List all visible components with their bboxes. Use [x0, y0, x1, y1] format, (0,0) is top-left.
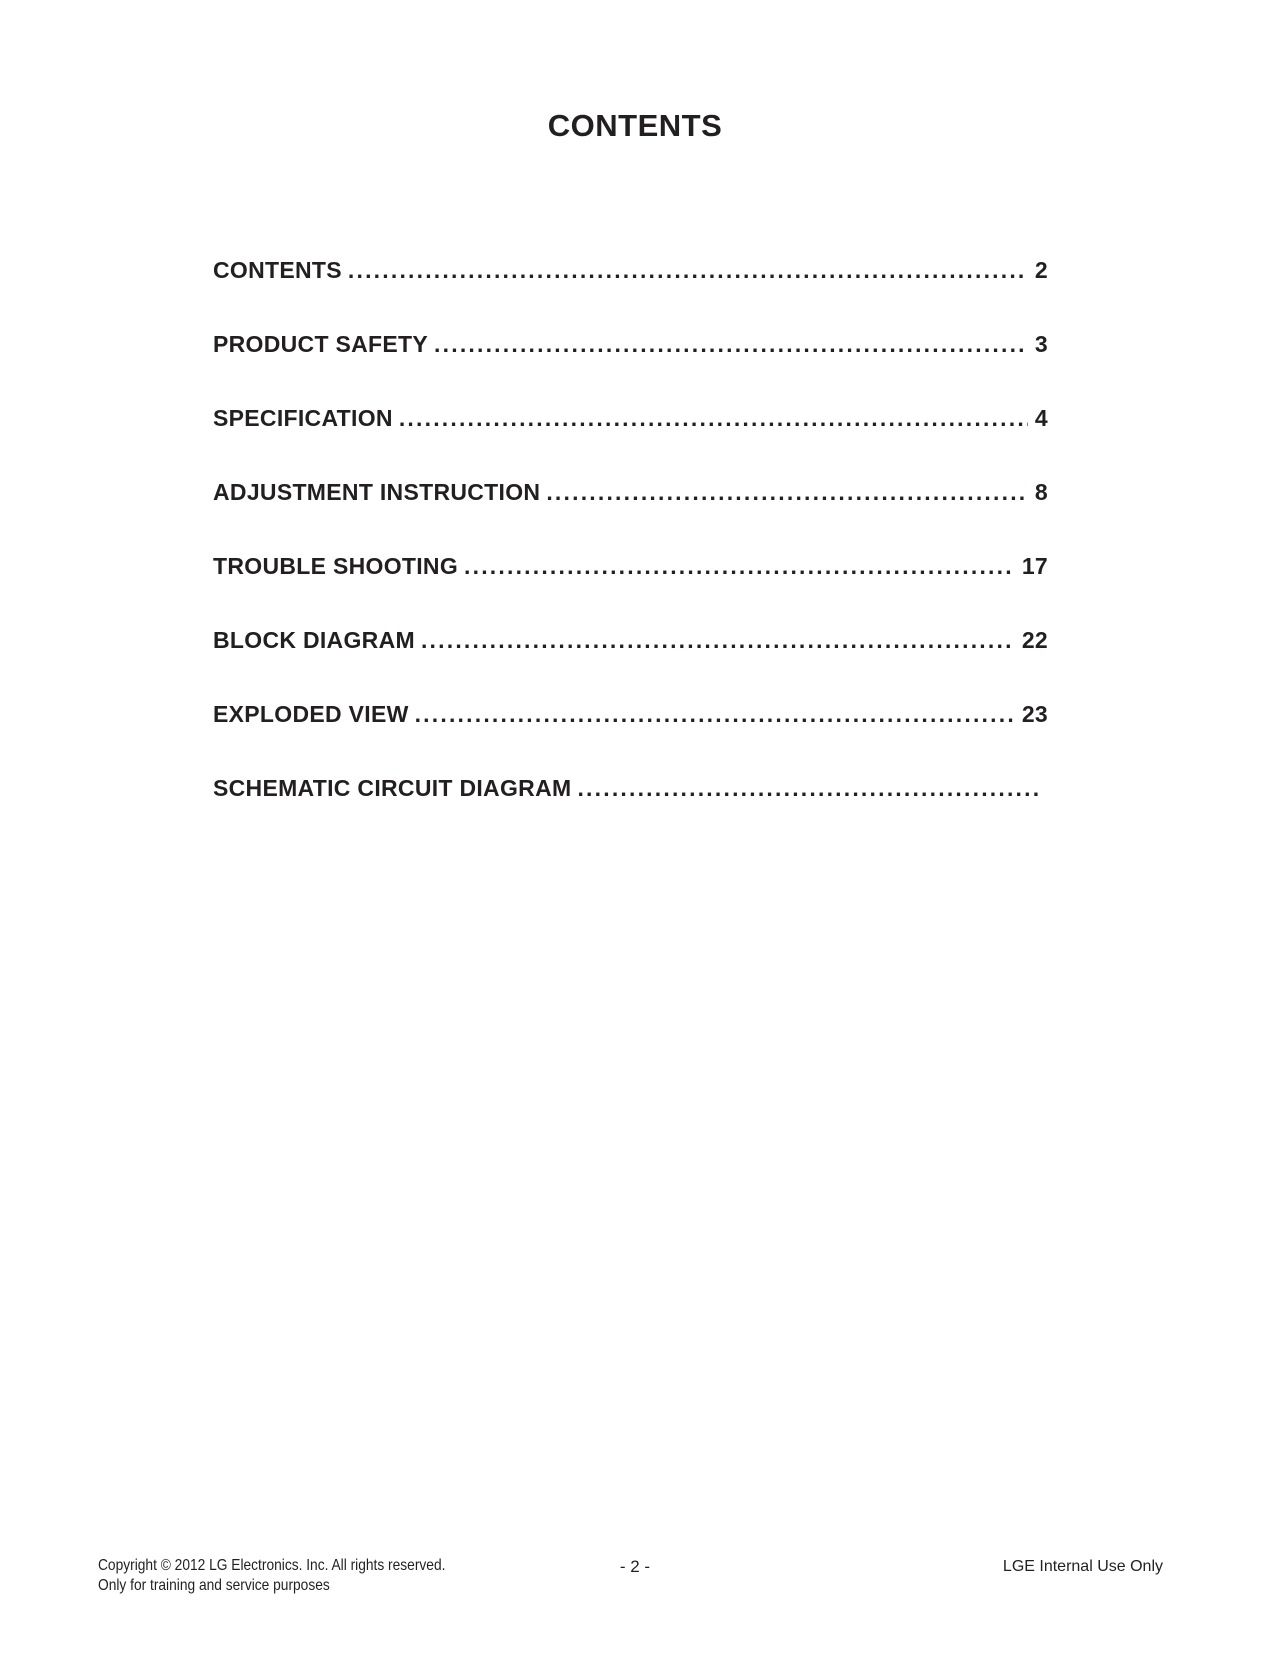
toc-entry-label: CONTENTS — [213, 257, 342, 283]
toc-entry-page-number: 22 — [1021, 627, 1048, 653]
toc-entry-page-number: 4 — [1034, 405, 1048, 431]
toc-entry-block-diagram — [213, 628, 1048, 652]
toc-entry-contents — [213, 258, 1048, 282]
toc-entry-page-number: 8 — [1034, 479, 1048, 505]
dot-leader — [434, 332, 1028, 356]
footer-copyright-line2: Only for training and service purposes — [98, 1577, 330, 1594]
toc-entry-product-safety — [213, 332, 1048, 356]
toc-entry-label: SCHEMATIC CIRCUIT DIAGRAM — [213, 775, 572, 801]
footer-page-number: - 2 - — [619, 1557, 651, 1576]
toc-entry-adjustment-instruction — [213, 480, 1048, 504]
toc-entry-page-number: 3 — [1034, 331, 1048, 357]
dot-leader — [348, 258, 1028, 282]
dot-leader — [546, 480, 1028, 504]
toc-entry-label: TROUBLE SHOOTING — [213, 553, 459, 579]
toc-entry-label: BLOCK DIAGRAM — [213, 627, 415, 653]
toc-entry-specification — [213, 406, 1048, 430]
toc-entry-label: EXPLODED VIEW — [213, 701, 409, 727]
toc-entry-label: SPECIFICATION — [213, 405, 393, 431]
toc-entry-label: ADJUSTMENT INSTRUCTION — [213, 479, 541, 505]
dot-leader — [577, 776, 1041, 800]
toc-entry-page-number: 23 — [1021, 701, 1048, 727]
toc-entry-exploded-view — [213, 702, 1048, 726]
table-of-contents — [213, 258, 1048, 850]
dot-leader — [399, 406, 1028, 430]
dot-leader — [415, 702, 1015, 726]
dot-leader — [421, 628, 1015, 652]
toc-entry-schematic-circuit-diagram — [213, 776, 1048, 800]
toc-entry-trouble-shooting — [213, 554, 1048, 578]
page-footer — [0, 1556, 1270, 1616]
footer-copyright-line1: Copyright © 2012 LG Electronics. Inc. All rights reserved. — [98, 1557, 446, 1574]
footer-internal-use-note: LGE Internal Use Only — [1002, 1558, 1163, 1575]
toc-entry-page-number: 2 — [1034, 257, 1048, 283]
toc-entry-page-number: 17 — [1021, 553, 1048, 579]
page-title: CONTENTS — [547, 108, 723, 143]
toc-entry-label: PRODUCT SAFETY — [213, 331, 429, 357]
dot-leader — [464, 554, 1015, 578]
